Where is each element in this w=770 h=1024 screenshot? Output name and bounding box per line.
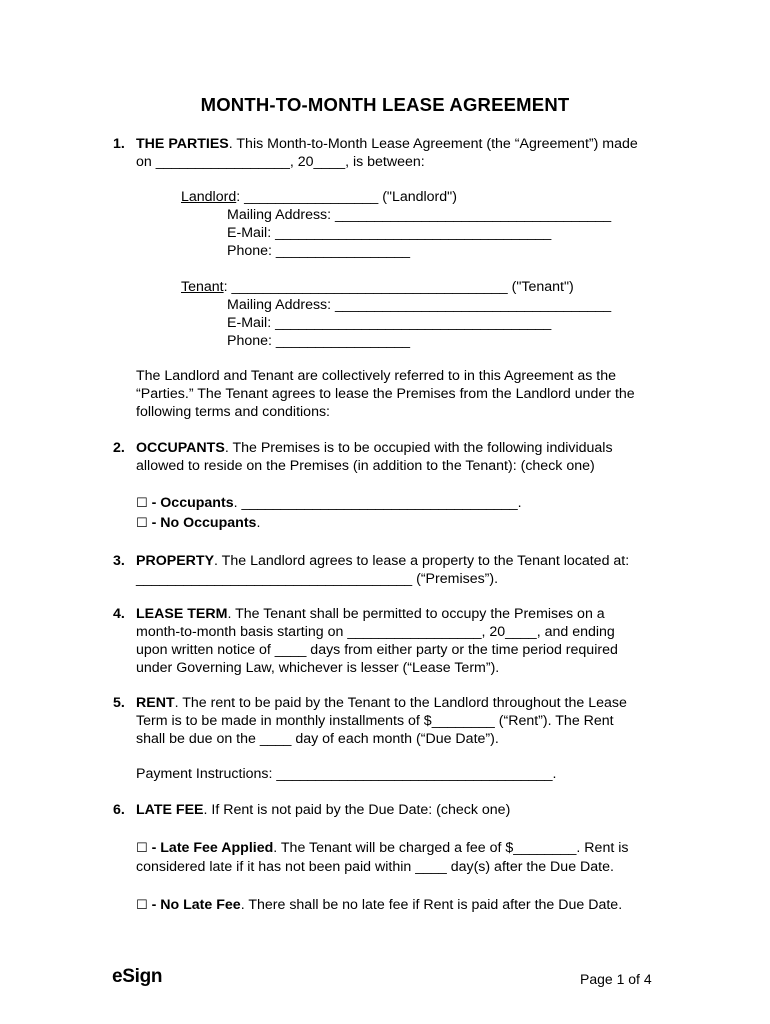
checkbox-icon[interactable]: ☐ (136, 496, 148, 511)
landlord-email: E-Mail: ___________________________________ (227, 225, 552, 241)
lease-term-line-2: month-to-month basis starting on _________________, 20____, and ending (136, 624, 615, 640)
property-line-2: ___________________________________ (“Premises”). (136, 571, 499, 587)
checkbox-icon[interactable]: ☐ (136, 841, 148, 856)
tenant-line: Tenant: ___________________________________ ("Tenant") (181, 279, 574, 295)
rent-line-1: RENT. The rent to be paid by the Tenant to the Landlord throughout the Lease (136, 695, 627, 711)
late-fee-applied-line-2: considered late if it has not been paid within ____ day(s) after the Due Date. (136, 859, 614, 875)
parties-line-1: THE PARTIES. This Month-to-Month Lease Agreement (the “Agreement”) made (136, 136, 638, 152)
section-heading: LEASE TERM (136, 606, 228, 622)
landlord-phone: Phone: _________________ (227, 243, 411, 259)
tenant-label: Tenant (181, 279, 224, 295)
section-number: 3. (113, 553, 125, 569)
no-occupants-option[interactable]: ☐ - No Occupants. (136, 515, 261, 531)
late-fee-applied-option[interactable]: ☐ - Late Fee Applied. The Tenant will be charged a fee of $________. Rent is (136, 840, 629, 856)
section-heading: THE PARTIES (136, 136, 229, 152)
section-heading: PROPERTY (136, 553, 215, 569)
rent-line-3: shall be due on the ____ day of each month (“Due Date”). (136, 731, 499, 747)
section-heading: RENT (136, 695, 175, 711)
section-heading: LATE FEE (136, 802, 204, 818)
tenant-phone: Phone: _________________ (227, 333, 411, 349)
late-fee-line-1: LATE FEE. If Rent is not paid by the Due Date: (check one) (136, 802, 511, 818)
tenant-email: E-Mail: ___________________________________ (227, 315, 552, 331)
lease-term-line-4: under Governing Law, whichever is lesser (“Lease Term”). (136, 660, 500, 676)
lease-term-line-1: LEASE TERM. The Tenant shall be permitted to occupy the Premises on a (136, 606, 605, 622)
landlord-label: Landlord (181, 189, 237, 205)
landlord-line: Landlord: _________________ ("Landlord") (181, 189, 457, 205)
checkbox-icon[interactable]: ☐ (136, 516, 148, 531)
tenant-mailing: Mailing Address: ___________________________________ (227, 297, 612, 313)
payment-instructions: Payment Instructions: ___________________________________. (136, 766, 557, 782)
parties-line-2: on _________________, 20____, is between: (136, 154, 425, 170)
parties-para-3: following terms and conditions: (136, 404, 330, 420)
page-number: Page 1 of 4 (580, 971, 652, 987)
parties-para-1: The Landlord and Tenant are collectively referred to in this Agreement as the (136, 368, 617, 384)
section-heading: OCCUPANTS (136, 440, 225, 456)
occupants-line-2: allowed to reside on the Premises (in addition to the Tenant): (check one) (136, 458, 595, 474)
lease-term-line-3: upon written notice of ____ days from either party or the time period required (136, 642, 618, 658)
occupants-option[interactable]: ☐ - Occupants. ___________________________________. (136, 495, 522, 511)
rent-line-2: Term is to be made in monthly installments of $________ (“Rent”). The Rent (136, 713, 614, 729)
occupants-line-1: OCCUPANTS. The Premises is to be occupied with the following individuals (136, 440, 613, 456)
checkbox-icon[interactable]: ☐ (136, 898, 148, 913)
section-number: 5. (113, 695, 125, 711)
document-title: MONTH-TO-MONTH LEASE AGREEMENT (200, 94, 570, 115)
esign-logo: eSign (112, 966, 163, 987)
section-number: 4. (113, 606, 125, 622)
no-late-fee-option[interactable]: ☐ - No Late Fee. There shall be no late fee if Rent is paid after the Due Date. (136, 897, 623, 913)
section-number: 2. (113, 440, 125, 456)
landlord-mailing: Mailing Address: ___________________________________ (227, 207, 612, 223)
section-number: 6. (113, 802, 125, 818)
section-number: 1. (113, 136, 125, 152)
parties-para-2: “Parties.” The Tenant agrees to lease the Premises from the Landlord under the (136, 386, 635, 402)
property-line-1: PROPERTY. The Landlord agrees to lease a property to the Tenant located at: (136, 553, 630, 569)
